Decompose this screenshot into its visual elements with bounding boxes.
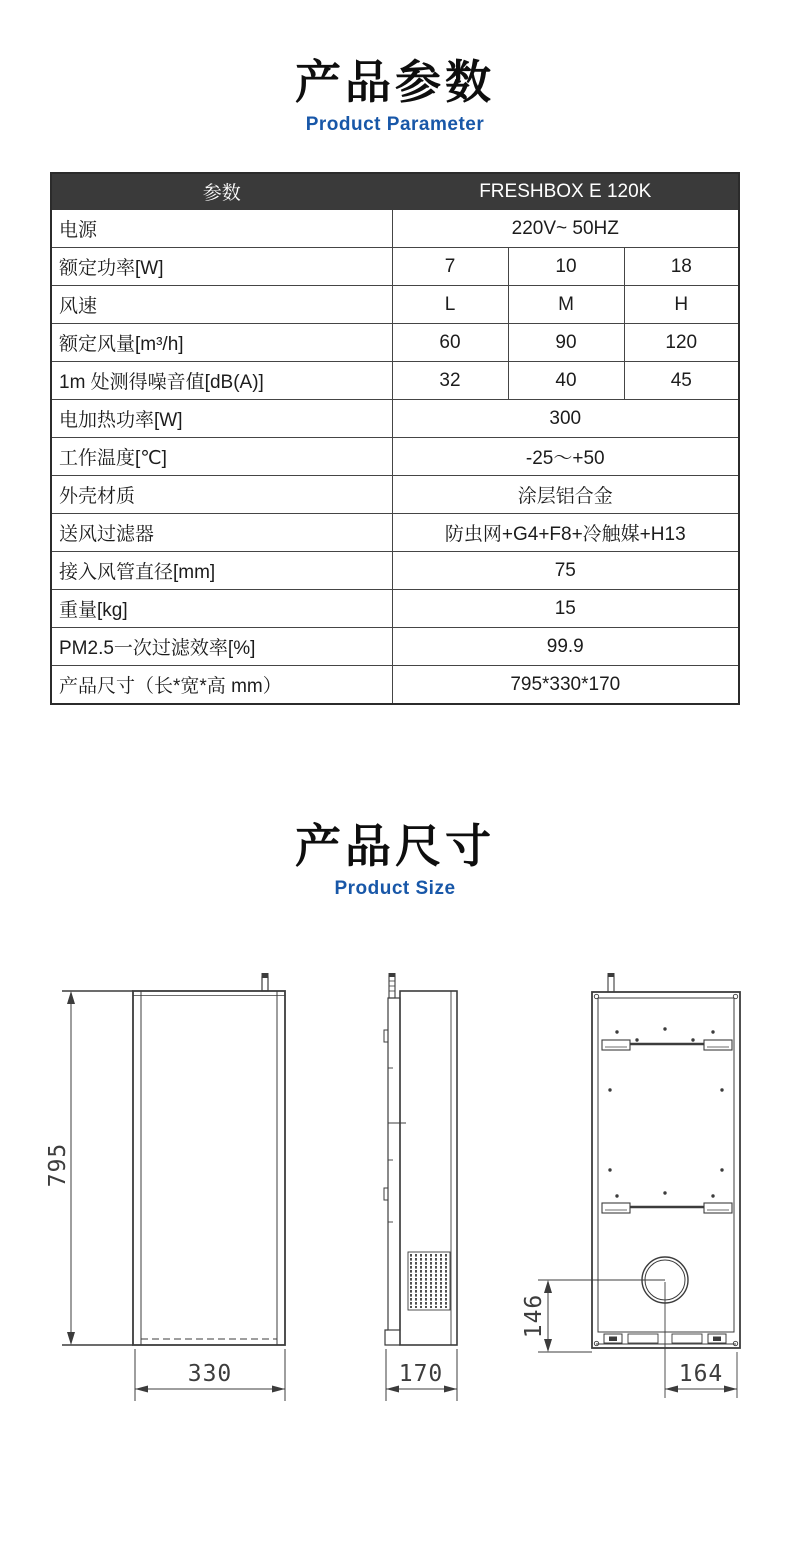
spec-label: 外壳材质	[51, 476, 392, 514]
table-row	[51, 514, 739, 552]
side-depth-dim-label: 170	[398, 1361, 444, 1387]
side-body	[400, 991, 457, 1345]
side-view-drawing	[340, 960, 480, 1420]
spec-value: L	[392, 286, 508, 324]
spec-value: 10	[508, 248, 624, 286]
spec-label: 风速	[51, 286, 392, 324]
spec-value: 220V~ 50HZ	[392, 210, 739, 248]
front-antenna	[262, 977, 268, 991]
spec-label: 额定功率[W]	[51, 248, 392, 286]
side-back-plate	[388, 998, 400, 1330]
table-row	[51, 248, 739, 286]
spec-label: 送风过滤器	[51, 514, 392, 552]
front-height-dim-label: 795	[45, 1142, 71, 1188]
spec-value: 75	[392, 552, 739, 590]
front-view-drawing	[40, 960, 320, 1420]
table-row	[51, 286, 739, 324]
front-dimension-arrows	[67, 973, 285, 1393]
table-row	[51, 476, 739, 514]
spec-value: 300	[392, 400, 739, 438]
back-view-outline	[538, 976, 740, 1398]
table-row	[51, 666, 739, 705]
spec-value: -25～+50	[392, 438, 739, 476]
table-row	[51, 362, 739, 400]
side-vent-grille	[408, 1252, 450, 1310]
header-param: 参数	[51, 173, 392, 210]
spec-label: 重量[kg]	[51, 590, 392, 628]
duct-height-dim-label: 146	[521, 1293, 547, 1339]
grille-louvers	[411, 1254, 446, 1308]
size-section-subtitle: Product Size	[334, 878, 456, 899]
table-row	[51, 590, 739, 628]
spec-label: 产品尺寸（长*宽*高 mm）	[51, 666, 392, 705]
table-row	[51, 438, 739, 476]
back-dimension-arrows	[544, 973, 737, 1393]
spec-label: 额定风量[m³/h]	[51, 324, 392, 362]
back-antenna	[608, 976, 614, 992]
side-view-outline	[384, 976, 457, 1401]
mounting-rail-bottom	[602, 1203, 732, 1213]
spec-value: 90	[508, 324, 624, 362]
spec-value: 7	[392, 248, 508, 286]
spec-label: 1m 处测得噪音值[dB(A)]	[51, 362, 392, 400]
spec-label: 接入风管直径[mm]	[51, 552, 392, 590]
parameter-section-title: 产品参数	[295, 56, 495, 108]
front-view-outline	[62, 977, 285, 1401]
technical-drawings	[0, 960, 790, 1420]
table-header-row	[51, 173, 739, 210]
spec-label: PM2.5一次过滤效率[%]	[51, 628, 392, 666]
spec-value: 795*330*170	[392, 666, 739, 705]
spec-value: 32	[392, 362, 508, 400]
spec-label: 工作温度[℃]	[51, 438, 392, 476]
table-row	[51, 628, 739, 666]
parameter-section-subtitle: Product Parameter	[305, 114, 485, 135]
spec-value: 防虫网+G4+F8+冷触媒+H13	[392, 514, 739, 552]
spec-value: 120	[624, 324, 739, 362]
spec-value: 18	[624, 248, 739, 286]
back-view-drawing	[520, 960, 790, 1420]
spec-value: 99.9	[392, 628, 739, 666]
front-width-dim-label: 330	[187, 1361, 233, 1387]
front-body	[133, 991, 285, 1345]
spec-label: 电加热功率[W]	[51, 400, 392, 438]
spec-value: 15	[392, 590, 739, 628]
duct-offset-dim-label: 164	[678, 1361, 724, 1387]
table-row	[51, 210, 739, 248]
mounting-rail-top	[602, 1040, 732, 1050]
spec-value: 40	[508, 362, 624, 400]
screw-hole-dots	[608, 1027, 723, 1197]
table-row	[51, 552, 739, 590]
spec-value: 60	[392, 324, 508, 362]
header-model: FRESHBOX E 120K	[392, 173, 739, 210]
table-row	[51, 400, 739, 438]
spec-value: M	[508, 286, 624, 324]
table-row	[51, 324, 739, 362]
spec-table	[50, 172, 740, 705]
size-section-title: 产品尺寸	[295, 820, 495, 872]
side-antenna	[389, 976, 395, 998]
spec-value: 45	[624, 362, 739, 400]
spec-label: 电源	[51, 210, 392, 248]
spec-value: H	[624, 286, 739, 324]
spec-value: 涂层铝合金	[392, 476, 739, 514]
